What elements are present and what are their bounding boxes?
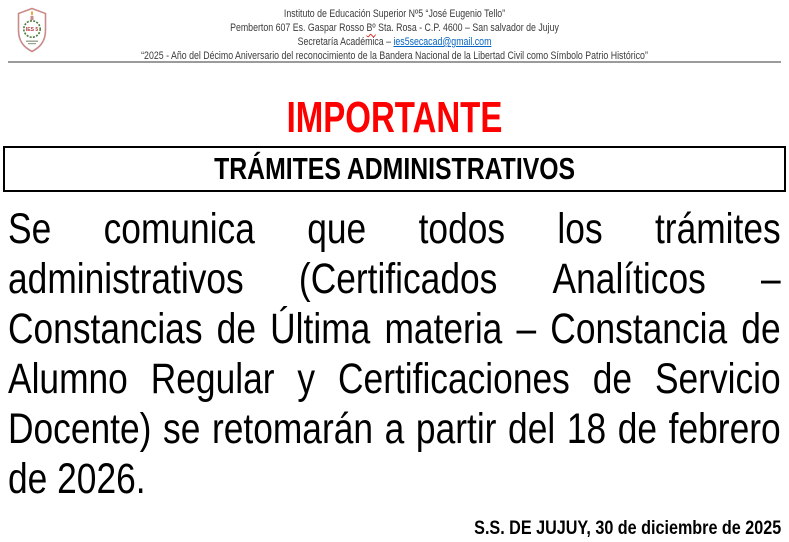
body-word: y	[297, 355, 316, 403]
body-word: –	[761, 255, 781, 303]
body-word: del	[508, 405, 556, 453]
notice-subtitle: TRÁMITES ADMINISTRATIVOS	[214, 151, 575, 186]
secretary-label: Secretaría Académica –	[297, 36, 394, 48]
body-word: Certificaciones	[338, 355, 570, 403]
body-word: (Certificados	[298, 255, 498, 303]
body-word: a	[384, 405, 405, 453]
body-word: retomarán	[211, 405, 374, 453]
spellcheck-flagged-word: Bº	[366, 22, 376, 34]
body-line	[8, 204, 781, 254]
institution-name: Instituto de Educación Superior Nº5 “José Eugenio Tello”	[283, 8, 506, 20]
body-line: de 2026.	[8, 455, 146, 503]
body-word: febrero	[668, 405, 781, 453]
body-word: –	[516, 305, 537, 353]
body-word: de	[741, 305, 781, 353]
body-word: Alumno	[8, 355, 128, 403]
body-line	[8, 354, 781, 404]
notice-title: IMPORTANTE	[286, 93, 503, 142]
body-line	[8, 404, 781, 454]
body-word: Se	[8, 205, 52, 253]
body-word: de	[216, 305, 256, 353]
body-word: comunica	[103, 205, 255, 253]
body-word: todos	[418, 205, 506, 253]
subtitle-box	[3, 146, 786, 192]
body-word: Constancia	[550, 305, 728, 353]
body-word: Regular	[150, 355, 275, 403]
body-word: Servicio	[654, 355, 781, 403]
dateline: S.S. DE JUJUY, 30 de diciembre de 2025	[473, 518, 781, 539]
body-word: se	[163, 405, 201, 453]
email-link[interactable]: ies5secacad@gmail.com	[393, 36, 492, 48]
body-word: Docente)	[8, 405, 152, 453]
body-word: de	[617, 405, 658, 453]
body-word: 18	[566, 405, 607, 453]
body-word: materia	[384, 305, 503, 353]
body-word: los	[557, 205, 603, 253]
secretary-contact-line	[79, 35, 710, 49]
document-header	[0, 0, 789, 61]
institute-shield-logo-icon	[15, 7, 49, 53]
body-word: Última	[270, 305, 371, 353]
address-prefix: Pemberton 607 Es. Gaspar Rosso	[230, 22, 367, 34]
body-word: que	[307, 205, 367, 253]
body-word: de	[592, 355, 633, 403]
body-word: Analíticos	[552, 255, 706, 303]
address-suffix: Sta. Rosa - C.P. 4600 – San salvador de Jujuy	[375, 22, 559, 34]
body-line	[8, 254, 781, 304]
notice-body	[8, 204, 781, 504]
body-word: partir	[415, 405, 497, 453]
body-word: Constancias	[8, 305, 203, 353]
body-line	[8, 304, 781, 354]
body-word: administrativos	[8, 255, 244, 303]
institution-address	[79, 21, 710, 35]
svg-text:IES 5: IES 5	[25, 26, 39, 33]
body-word: trámites	[654, 205, 781, 253]
institution-info	[79, 7, 710, 63]
anniversary-motto: “2025 - Año del Décimo Aniversario del reconocimiento de la Bandera Nacional de la Libertad Civil como Símbolo Patrio Histórico”	[141, 50, 648, 62]
